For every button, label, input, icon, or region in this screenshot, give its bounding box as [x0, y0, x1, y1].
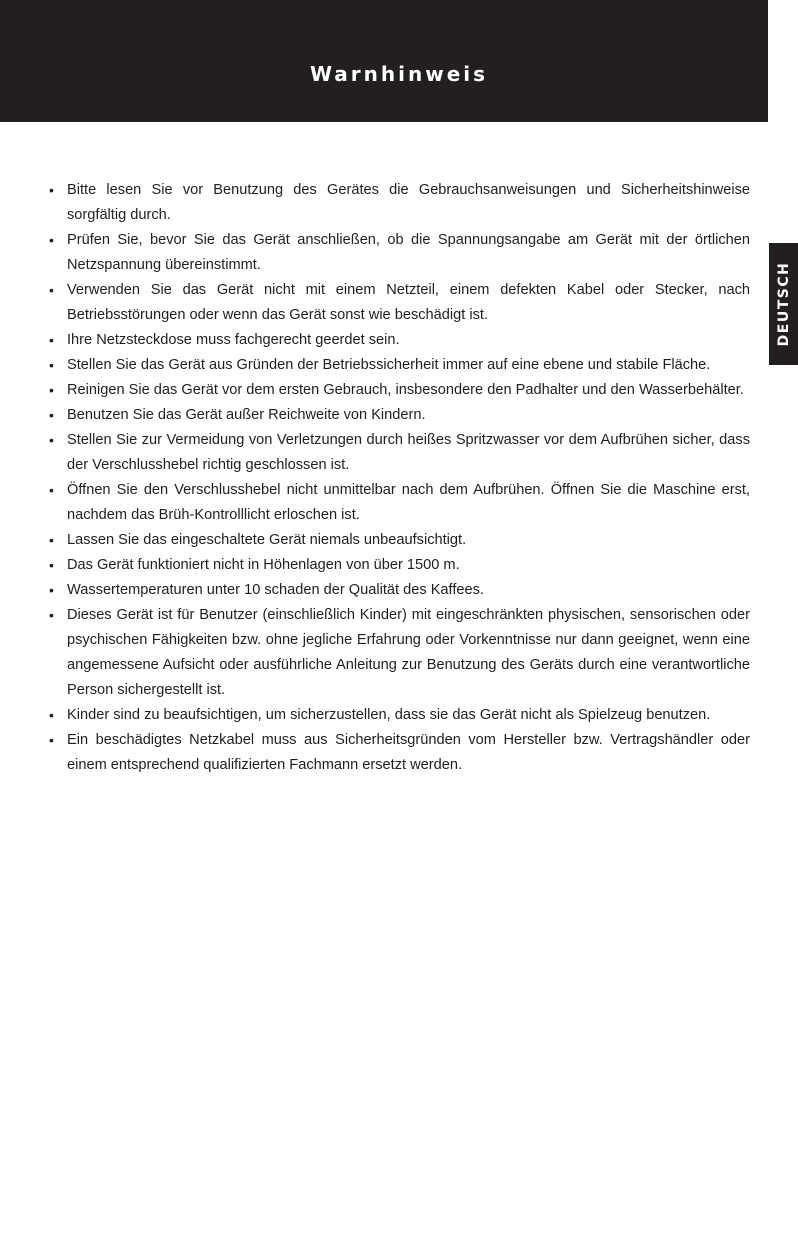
- bullet-icon: •: [49, 282, 54, 298]
- page-title: Warnhinweis: [309, 62, 489, 86]
- list-item: [49, 178, 750, 228]
- bullet-icon: •: [49, 482, 54, 498]
- list-item: [49, 728, 750, 778]
- warning-list: [49, 178, 750, 778]
- list-item-text: Ein beschädigtes Netzkabel muss aus Sicherheitsgründen vom Hersteller bzw. Vertragshändler oder einem entsprechend qualifizierten Fachmann ersetzt werden.: [67, 732, 750, 773]
- list-item: [49, 603, 750, 703]
- list-item: [49, 428, 750, 478]
- list-item-text: Verwenden Sie das Gerät nicht mit einem Netzteil, einem defekten Kabel oder Stecker, nach Betriebsstörungen oder wenn das Gerät sonst wie beschädigt ist.: [67, 282, 750, 323]
- list-item-text: Wassertemperaturen unter 10 schaden der Qualität des Kaffees.: [67, 582, 484, 598]
- list-item-text: Lassen Sie das eingeschaltete Gerät niemals unbeaufsichtigt.: [67, 532, 467, 548]
- list-item-text: Stellen Sie zur Vermeidung von Verletzungen durch heißes Spritzwasser vor dem Aufbrühen sicher, dass der Verschlusshebel richtig geschlossen ist.: [67, 432, 750, 473]
- list-item: [49, 528, 750, 553]
- list-item-text: Kinder sind zu beaufsichtigen, um sicherzustellen, dass sie das Gerät nicht als Spielzeug benutzen.: [67, 707, 711, 723]
- list-item: [49, 378, 750, 403]
- list-item-text: Ihre Netzsteckdose muss fachgerecht geerdet sein.: [67, 332, 400, 348]
- bullet-icon: •: [49, 707, 54, 723]
- list-item: [49, 478, 750, 528]
- list-item-text: Prüfen Sie, bevor Sie das Gerät anschließen, ob die Spannungsangabe am Gerät mit der örtlichen Netzspannung übereinstimmt.: [67, 232, 750, 273]
- list-item: [49, 553, 750, 578]
- bullet-icon: •: [49, 182, 54, 198]
- list-item-text: Stellen Sie das Gerät aus Gründen der Betriebssicherheit immer auf eine ebene und stabile Fläche.: [67, 357, 711, 373]
- list-item-text: Bitte lesen Sie vor Benutzung des Gerätes die Gebrauchsanweisungen und Sicherheitshinweise sorgfältig durch.: [67, 182, 750, 223]
- bullet-icon: •: [49, 382, 54, 398]
- list-item-text: Öffnen Sie den Verschlusshebel nicht unmittelbar nach dem Aufbrühen. Öffnen Sie die Maschine erst, nachdem das Brüh-Kontrolllicht erloschen ist.: [67, 482, 750, 523]
- language-tab-label: DEUTSCH: [775, 261, 792, 347]
- list-item: [49, 228, 750, 278]
- list-item: [49, 578, 750, 603]
- bullet-icon: •: [49, 357, 54, 373]
- bullet-icon: •: [49, 557, 54, 573]
- bullet-icon: •: [49, 332, 54, 348]
- list-item-text: Das Gerät funktioniert nicht in Höhenlagen von über 1500 m.: [67, 557, 460, 573]
- list-item-text: Dieses Gerät ist für Benutzer (einschließlich Kinder) mit eingeschränkten physischen, sensorischen oder psychischen Fähigkeiten bzw. ohne jegliche Erfahrung oder Vorkenntnisse nur dann geeignet, wenn eine angemessene Aufsicht oder ausführliche Anleitung zur Benutzung des Geräts durch eine verantwortliche Person sichergestellt ist.: [67, 607, 750, 698]
- list-item-text: Reinigen Sie das Gerät vor dem ersten Gebrauch, insbesondere den Padhalter und den Wasserbehälter.: [67, 382, 744, 398]
- bullet-icon: •: [49, 607, 54, 623]
- list-item: [49, 353, 750, 378]
- bullet-icon: •: [49, 432, 54, 448]
- bullet-icon: •: [49, 407, 54, 423]
- list-item: [49, 328, 750, 353]
- list-item: [49, 403, 750, 428]
- language-tab: [769, 243, 798, 365]
- list-item-text: Benutzen Sie das Gerät außer Reichweite von Kindern.: [67, 407, 426, 423]
- bullet-icon: •: [49, 532, 54, 548]
- bullet-icon: •: [49, 232, 54, 248]
- bullet-icon: •: [49, 732, 54, 748]
- bullet-icon: •: [49, 582, 54, 598]
- list-item: [49, 703, 750, 728]
- list-item: [49, 278, 750, 328]
